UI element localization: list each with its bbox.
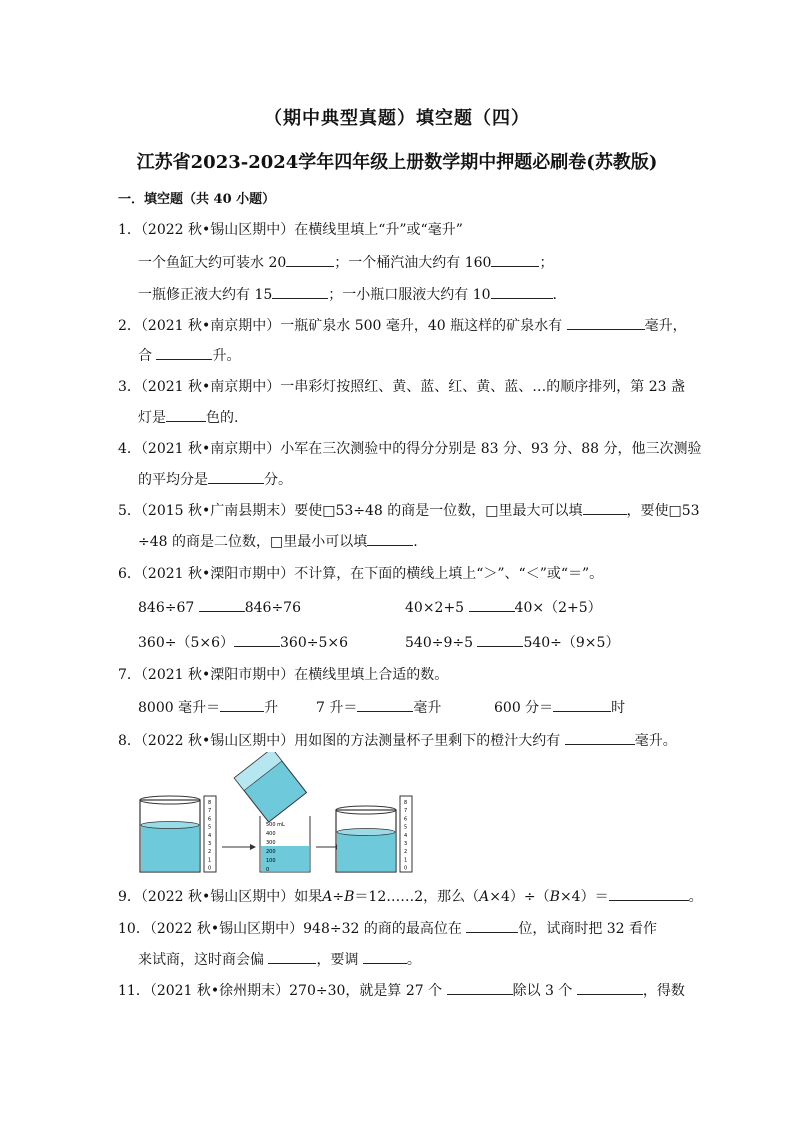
- text: 8000 毫升＝: [138, 700, 221, 716]
- question-text: 10．（2022 秋•锡山区期中）948÷32 的商的最高位在: [118, 921, 462, 937]
- question-7-line-2: [138, 697, 278, 717]
- ruler-tick-label: 1: [208, 857, 212, 864]
- question-text: 4．（2021 秋•南京期中）小军在三次测验中的得分分别是 83 分、93 分、88 分，他三次测验: [118, 441, 702, 457]
- answer-blank[interactable]: [609, 886, 689, 901]
- text: 。: [406, 952, 421, 968]
- ruler-tick-label: 5: [404, 824, 408, 831]
- question-4: [118, 438, 702, 458]
- question-text: 3．（2021 秋•南京期中）一串彩灯按照红、黄、蓝、红、黄、蓝、…的顺序排列，第 23 盏: [118, 379, 685, 395]
- question-10-line-2: [138, 949, 421, 969]
- arrow-1-head: [250, 844, 256, 850]
- question-2-line-2: [138, 345, 240, 365]
- answer-blank[interactable]: [234, 632, 280, 647]
- text: 的平均分是: [138, 472, 208, 488]
- page-subtitle: 江苏省2023-2024学年四年级上册数学期中押题必刷卷(苏教版): [136, 152, 658, 173]
- question-5: [118, 500, 700, 520]
- juice-measurement-figure: [138, 752, 428, 877]
- ruler-tick-label: 6: [208, 816, 212, 823]
- question-8: [118, 730, 677, 750]
- ruler-tick-label: 2: [208, 849, 212, 856]
- ruler-tick-label: 2: [404, 849, 408, 856]
- answer-blank[interactable]: [491, 284, 553, 299]
- question-7: [118, 664, 448, 684]
- left-ruler-labels: [208, 800, 211, 872]
- text: ；: [539, 255, 554, 271]
- ruler-tick-label: 4: [404, 832, 408, 839]
- question-1-line-3: [138, 284, 557, 304]
- text: ；一小瓶口服液大约有 10: [328, 287, 491, 303]
- answer-blank[interactable]: [268, 949, 316, 964]
- question-text: 5．（2015 秋•广南县期末）要使□53÷48 的商是一位数，□里最大可以填: [118, 503, 583, 519]
- right-ruler-labels: [404, 800, 407, 872]
- section-heading: 一．填空题（共 40 小题）: [118, 192, 276, 207]
- question-text: 11．（2021 秋•徐州期末）270÷30，就是算 27 个: [118, 983, 443, 999]
- expression: 540÷9÷5: [405, 635, 473, 651]
- answer-blank[interactable]: [272, 284, 328, 299]
- answer-blank[interactable]: [466, 918, 518, 933]
- question-7-line-2c: [494, 697, 625, 717]
- text: 时: [611, 700, 626, 716]
- question-3: [118, 376, 685, 396]
- text: ＝12……2，那么（: [354, 889, 480, 905]
- text: ×4）＝: [559, 889, 609, 905]
- answer-blank[interactable]: [567, 315, 645, 330]
- text: .: [413, 534, 418, 550]
- question-10: [118, 918, 657, 938]
- text: ÷: [332, 889, 345, 905]
- ruler-tick-label: 5: [208, 824, 212, 831]
- question-6-row-2-right: [405, 632, 619, 652]
- page-title: （期中典型真题）填空题（四）: [264, 108, 530, 129]
- text: 毫升: [413, 700, 442, 716]
- expression: 540÷（9×5）: [523, 635, 620, 651]
- answer-blank[interactable]: [156, 345, 212, 360]
- text: 7 升＝: [316, 700, 358, 716]
- question-text: 6．（2021 秋•溧阳市期中）不计算，在下面的横线上填上“＞”、“＜”或“＝”。: [118, 566, 604, 582]
- ruler-tick-label: 8: [208, 800, 212, 806]
- beaker-tick-label: 300: [266, 840, 276, 846]
- text: 色的.: [206, 410, 239, 426]
- text: 位，试商时把 32 看作: [518, 921, 658, 937]
- question-7-line-2b: [316, 697, 441, 717]
- question-6-row-1-left: [138, 597, 301, 616]
- question-6-row-2-left: [138, 632, 348, 652]
- question-11: [118, 980, 685, 1000]
- text: 一个鱼缸大约可装水 20: [138, 255, 287, 271]
- expression: 40×2+5: [405, 600, 465, 616]
- beaker-tick-label: 500 mL: [266, 822, 285, 828]
- ruler-tick-label: 7: [404, 808, 408, 815]
- pouring-cup: [234, 752, 306, 822]
- question-5-line-2: [138, 531, 418, 551]
- var-b: B: [549, 889, 560, 905]
- expression: 40×（2+5）: [514, 600, 602, 616]
- ruler-tick-label: 7: [208, 808, 212, 815]
- answer-blank[interactable]: [469, 597, 515, 612]
- answer-blank[interactable]: [577, 980, 643, 995]
- answer-blank[interactable]: [363, 949, 407, 964]
- expression: 360÷5×6: [280, 635, 348, 651]
- question-2: [118, 315, 687, 335]
- text: 合: [138, 348, 152, 364]
- text: 一瓶修正液大约有 15: [138, 287, 273, 303]
- text: 除以 3 个: [512, 983, 573, 999]
- ruler-tick-label: 3: [208, 841, 212, 847]
- ruler-tick-label: 4: [208, 832, 212, 839]
- text: 升: [264, 700, 279, 716]
- ruler-tick-label: 1: [404, 857, 408, 864]
- var-a: A: [322, 889, 333, 905]
- question-9: [118, 886, 703, 906]
- text: 600 分＝: [494, 700, 554, 716]
- expression: 846÷76: [244, 600, 302, 616]
- expression: 846÷67: [138, 600, 195, 616]
- var-a: A: [479, 889, 490, 905]
- ruler-tick-label: 6: [404, 816, 408, 823]
- text: ，得数: [642, 983, 685, 999]
- answer-blank[interactable]: [477, 632, 523, 647]
- text: ；一个桶汽油大约有 160: [334, 255, 492, 271]
- text: 灯是: [138, 410, 166, 426]
- answer-blank[interactable]: [491, 252, 539, 267]
- expression: 360÷（5×6）: [138, 635, 234, 651]
- text: 毫升，: [644, 318, 687, 334]
- left-cup: [140, 796, 216, 872]
- text: 毫升。: [634, 733, 677, 749]
- answer-blank[interactable]: [208, 469, 264, 484]
- answer-blank[interactable]: [199, 597, 245, 612]
- question-text: 1．（2022 秋•锡山区期中）在横线里填上“升”或“毫升”: [118, 222, 463, 238]
- ruler-tick-label: 3: [404, 841, 408, 847]
- answer-blank[interactable]: [583, 500, 627, 515]
- question-1: [118, 219, 463, 239]
- question-6: [118, 563, 603, 583]
- text: 升。: [212, 348, 241, 364]
- beaker-tick-label: 200: [266, 849, 276, 855]
- ruler-tick-label: 8: [404, 800, 408, 806]
- text: ，要调: [316, 952, 359, 968]
- text: ×4）÷（: [489, 889, 550, 905]
- ruler-tick-label: 0: [404, 865, 408, 872]
- text: ÷48 的商是二位数，□里最小可以填: [138, 534, 368, 550]
- ruler-tick-label: 0: [208, 865, 212, 872]
- right-cup: [336, 796, 412, 872]
- beaker-tick-label: 400: [266, 831, 276, 837]
- var-b: B: [344, 889, 355, 905]
- beaker-tick-label: 0: [266, 867, 270, 873]
- answer-blank[interactable]: [357, 697, 413, 712]
- text: 9．（2022 秋•锡山区期中）如果: [118, 889, 323, 905]
- question-1-line-2: [138, 252, 553, 272]
- answer-blank[interactable]: [553, 697, 611, 712]
- text: 。: [688, 889, 703, 905]
- answer-blank[interactable]: [447, 980, 513, 995]
- text: ，要使□53: [626, 503, 700, 519]
- text: 分。: [264, 472, 292, 488]
- answer-blank[interactable]: [166, 407, 206, 422]
- answer-blank[interactable]: [286, 252, 334, 267]
- answer-blank[interactable]: [367, 531, 413, 546]
- question-text: 7．（2021 秋•溧阳市期中）在横线里填上合适的数。: [118, 667, 449, 683]
- question-text: 8．（2022 秋•锡山区期中）用如图的方法测量杯子里剩下的橙汁大约有: [118, 733, 561, 749]
- beaker-tick-label: 100: [266, 858, 276, 864]
- text: .: [552, 287, 557, 303]
- answer-blank[interactable]: [565, 730, 635, 745]
- text: 来试商，这时商会偏: [138, 952, 264, 968]
- question-4-line-2: [138, 469, 292, 489]
- question-6-row-1-right: [405, 597, 602, 617]
- answer-blank[interactable]: [220, 697, 264, 712]
- question-3-line-2: [138, 407, 238, 427]
- question-text: 2．（2021 秋•南京期中）一瓶矿泉水 500 毫升，40 瓶这样的矿泉水有: [118, 318, 563, 334]
